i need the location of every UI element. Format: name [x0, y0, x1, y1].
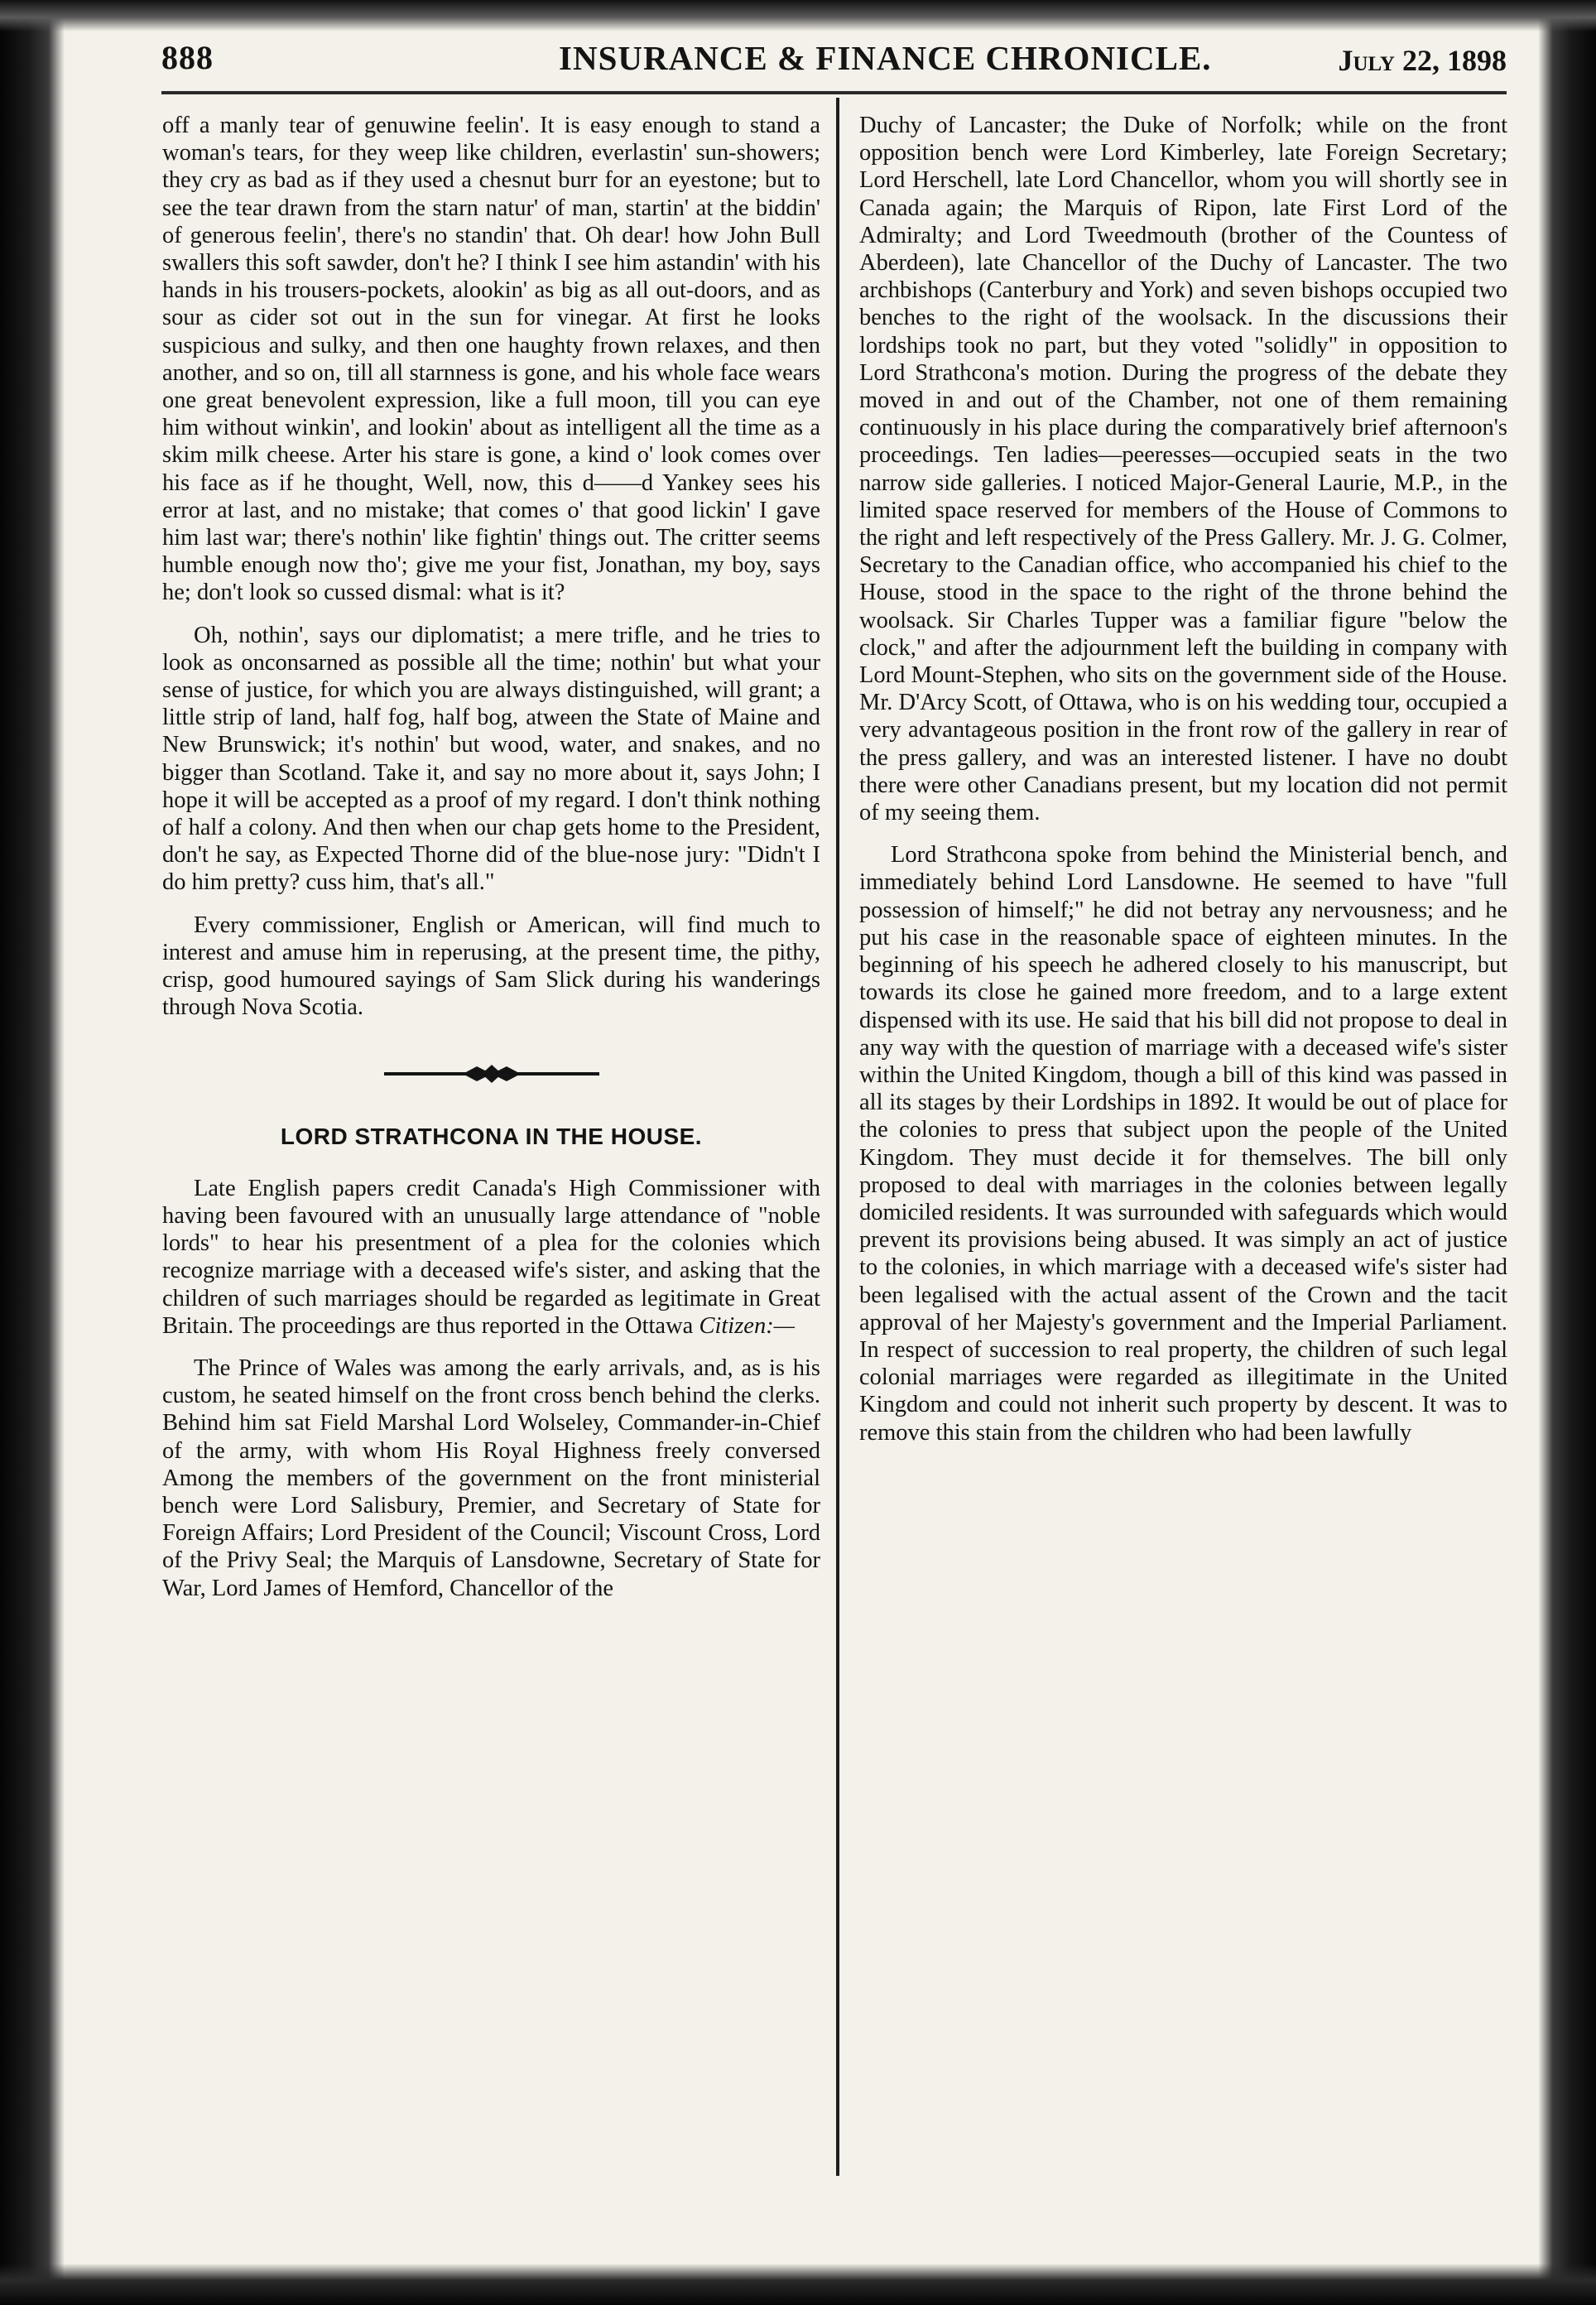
- section-divider-ornament-icon: [384, 1061, 599, 1086]
- journal-title: INSURANCE & FINANCE CHRONICLE.: [559, 39, 1212, 77]
- left-paragraph-4: [162, 1175, 820, 1340]
- scan-border-top: [0, 0, 1596, 31]
- left-paragraph-3: Every commissioner, English or American, will find much to interest and amuse him in reperusing, at the present time, the pithy, crisp, good humoured sayings of Sam Slick during his wanderings through Nova Scotia.: [162, 912, 820, 1021]
- scan-border-left: [0, 0, 65, 2305]
- right-paragraph-1: Duchy of Lancaster; the Duke of Norfolk; while on the front opposition bench were Lord Kimberley, late Foreign Secretary; Lord Herschell, late Lord Chancellor, whom you will shortly see in Canada again; the Marquis of Ripon, late First Lord of the Admiralty; and Lord Tweedmouth (brother of the Countess of Aberdeen), late Chancellor of the Duchy of Lancaster. The two archbishops (Canterbury and York) and seven bishops occupied two benches to the right of the woolsack. In the discussions their lordships took no part, but they voted "solidly" in opposition to Lord Strathcona's motion. During the progress of the debate they moved in and out of the Chamber, not one of them remaining continuously in his place during the comparatively brief afternoon's proceedings. Ten ladies—peeresses—occupied seats in the two narrow side galleries. I noticed Major-General Laurie, M.P., in the limited space reserved for members of the House of Commons to the right and left respectively of the Press Gallery. Mr. J. G. Colmer, Secretary to the Canadian office, who accompanied his chief to the House, stood in the space to the right of the throne behind the woolsack. Sir Charles Tupper was a familiar figure "below the clock," and after the adjournment left the building in company with Lord Mount-Stephen, who sits on the government side of the House. Mr. D'Arcy Scott, of Ottawa, who is on his wedding tour, occupied a very advantageous position in the front row of the gallery in rear of the press gallery, and was an interested listener. I have no doubt there were other Canadians present, but my location did not permit of my seeing them.: [859, 113, 1507, 826]
- scan-border-bottom: [0, 2264, 1596, 2305]
- left-paragraph-4-text: Late English papers credit Canada's High Commissioner with having been favoured with an unusually large attendance of "noble lords" to hear his presentment of a plea for the colonies which recognize marriage with a deceased wife's sister, and asking that the children of such marriages should be regarded as legitimate in Great Britain. The proceedings are thus reported in the Ottawa: [162, 1175, 820, 1339]
- page-header: [161, 35, 1507, 84]
- scan-border-right: [1538, 0, 1596, 2305]
- citizen-title: Citizen:—: [699, 1312, 796, 1339]
- left-paragraph-5: The Prince of Wales was among the early arrivals, and, as is his custom, he seated himself on the front cross bench behind the clerks. Behind him sat Field Marshal Lord Wolseley, Commander-in-Chief of the army, with whom His Royal Highness freely conversed Among the members of the government on the front ministerial bench were Lord Salisbury, Premier, and Secretary of State for Foreign Affairs; Lord President of the Council; Viscount Cross, Lord of the Privy Seal; the Marquis of Lansdowne, Secretary of State for War, Lord James of Hemford, Chancellor of the: [162, 1355, 820, 1601]
- page-number: 888: [161, 39, 214, 76]
- column-divider-rule: [836, 98, 839, 2176]
- left-paragraph-2: Oh, nothin', says our diplomatist; a mere trifle, and he tries to look as onconsarned as possible all the time; nothin' but what your sense of justice, for which you are always distinguished, will grant; a little strip of land, half fog, half bog, atween the State of Maine and New Brunswick; it's nothin' but wood, water, and snakes, and no bigger than Scotland. Take it, and say no more about it, says John; I hope it will be accepted as a proof of my regard. I don't think nothing of half a colony. And then when our chap gets home to the President, don't he say, as Expected Thorne did of the blue-nose jury: "Didn't I do him pretty? cuss him, that's all.": [162, 622, 820, 896]
- left-column: [162, 112, 820, 1602]
- right-paragraph-2: Lord Strathcona spoke from behind the Ministerial bench, and immediately behind Lord Lansdowne. He seemed to have "full possession of himself;" he did not betray any nervousness; and he put his case in the reasonable space of eighteen minutes. In the beginning of his speech he adhered closely to his manuscript, but towards its close he gained more freedom, and to a large extent dispensed with its use. He said that his bill did not propose to deal in any way with the question of marriage with a deceased wife's sister within the United Kingdom, though a bill of this kind was passed in all its stages by their Lordships in 1892. It would be out of place for the colonies to press that subject upon the people of the United Kingdom. They must decide it for themselves. The bill only proposed to deal with marriages in the colonies between legally domiciled residents. It was surrounded with safeguards which would prevent its provisions being abused. It was simply an act of justice to the colonies, in which marriage with a deceased wife's sister had been legalised with the actual assent of the Crown and the tacit approval of her Majesty's government and the Imperial Parliament. In respect of succession to real property, the children of such legal colonial marriages were regarded as illegitimate in the United Kingdom and could not inherit such property by descent. It was to remove this stain from the children who had been lawfully: [859, 842, 1507, 1446]
- left-paragraph-1: off a manly tear of genuwine feelin'. It is easy enough to stand a woman's tears, for they weep like children, everlastin' sun-showers; they cry as bad as if they used a chesnut burr for an eyestone; but to see the tear drawn from the starn natur' of man, startin' at the biddin' of generous feelin', there's no standin' that. Oh dear! how John Bull swallers this soft sawder, don't he? I think I see him astandin' with his hands in his trousers-pockets, alookin' as big as all out-doors, and as sour as cider sot out in the sun for vinegar. At first he looks suspicious and sulky, and then one haughty frown relaxes, and then another, and so on, till all starnness is gone, and his whole face wears one great benevolent expression, like a full moon, till you can eye him without winkin', and lookin' about as intelligent all the time as a skim milk cheese. Arter his stare is gone, a kind o' look comes over his face as if he thought, Well, now, this d——d Yankey sees his error at last, and no mistake; that comes o' that good lickin' I gave him last war; there's nothin' like fightin' things out. The critter seems humble enough now tho'; give me your fist, Jonathan, my boy, says he; don't look so cussed dismal: what is it?: [162, 113, 820, 606]
- right-column: [859, 112, 1507, 1446]
- section-heading: LORD STRATHCONA IN THE HOUSE.: [280, 1123, 703, 1149]
- issue-date: July 22, 1898: [1338, 44, 1507, 77]
- header-rule: [161, 91, 1507, 94]
